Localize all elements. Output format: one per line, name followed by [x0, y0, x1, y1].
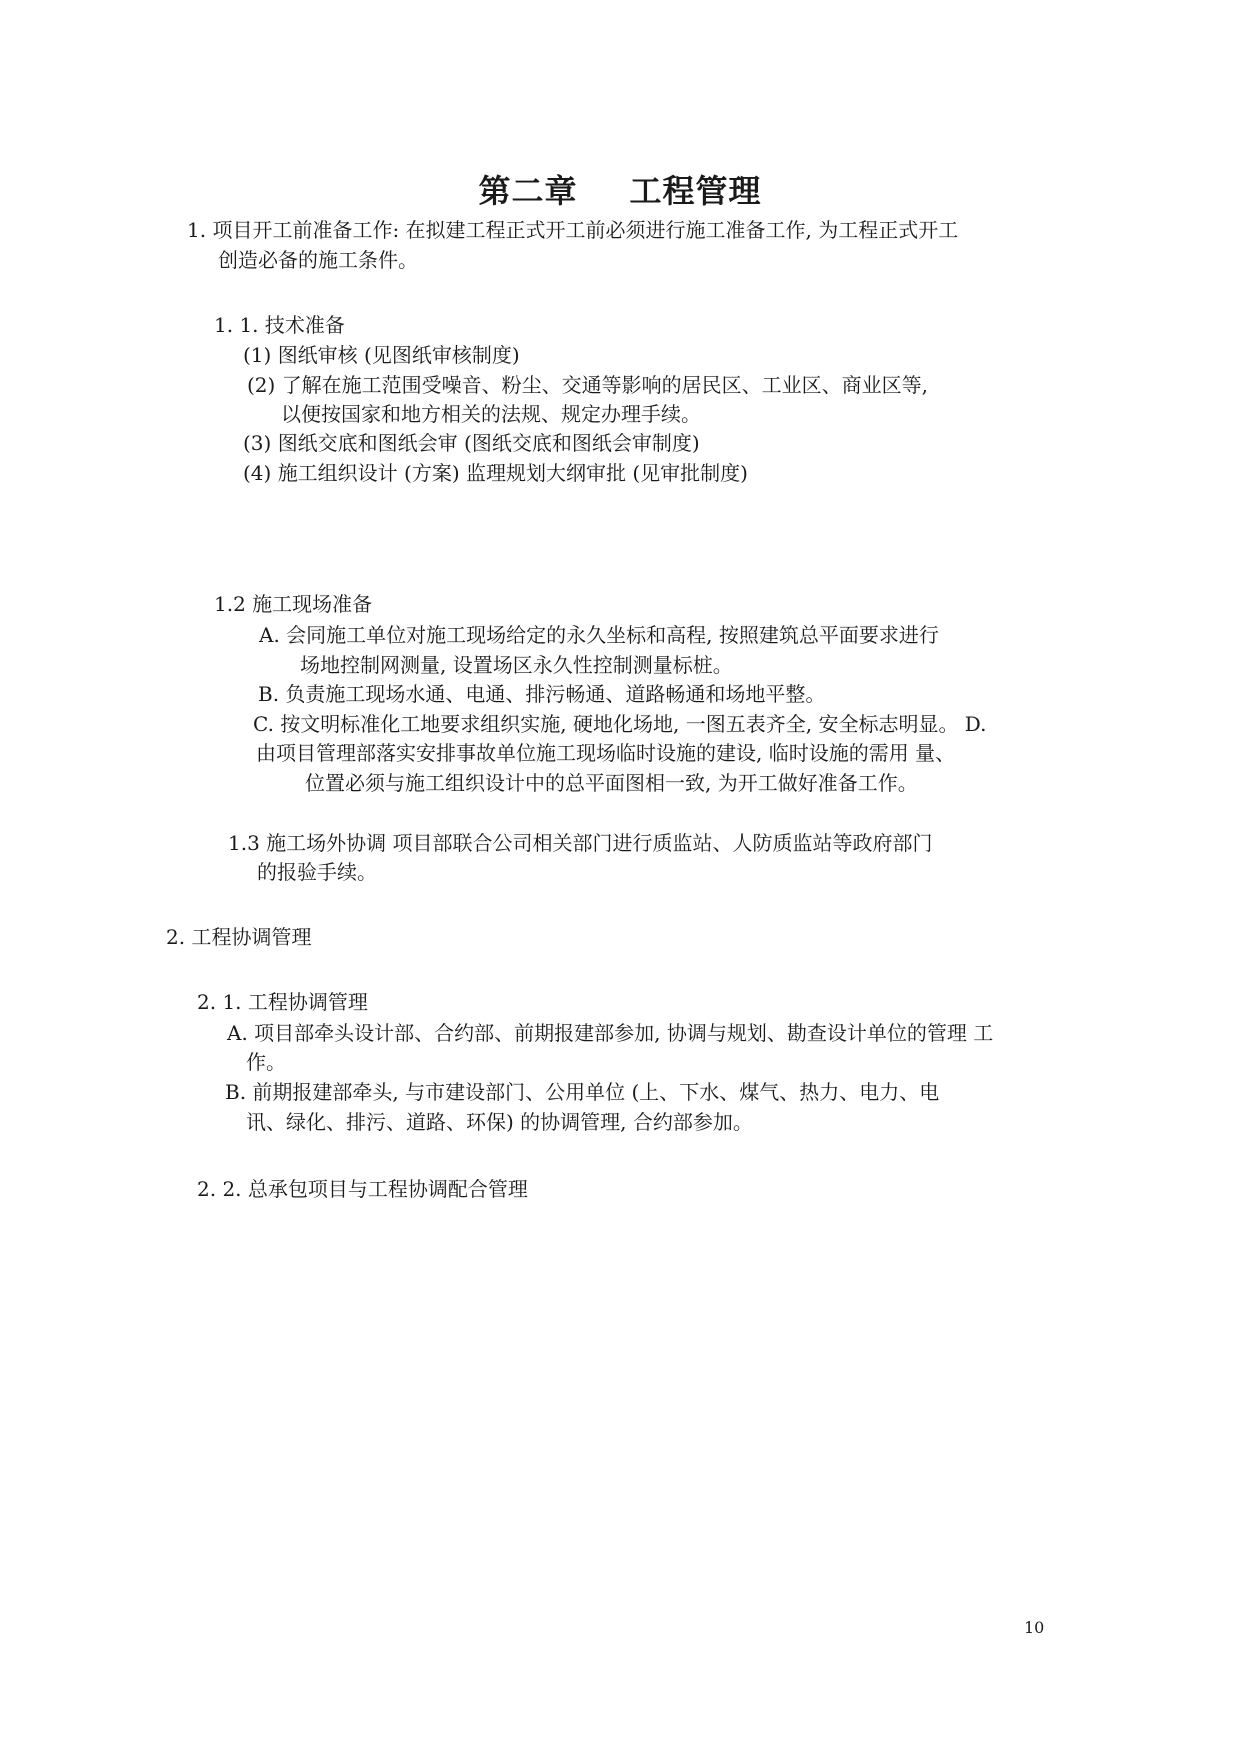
item-1-1-1: (1) 图纸审核 (见图纸审核制度) — [243, 343, 520, 367]
heading-1-2: 1.2 施工现场准备 — [214, 592, 373, 616]
item-1-2-a: A. 会同施工单位对施工现场给定的永久坐标和高程, 按照建筑总平面要求进行 — [259, 623, 939, 647]
item-1-2-a-cont: 场地控制网测量, 设置场区永久性控制测量标桩。 — [300, 653, 733, 677]
item-1-1-4: (4) 施工组织设计 (方案) 监理规划大纲审批 (见审批制度) — [243, 461, 748, 485]
item-2-1-b: B. 前期报建部牵头, 与市建设部门、公用单位 (上、下水、煤气、热力、电力、电 — [225, 1080, 940, 1104]
heading-2-1: 2. 1. 工程协调管理 — [197, 990, 368, 1014]
item-1-1-3: (3) 图纸交底和图纸会审 (图纸交底和图纸会审制度) — [243, 431, 700, 455]
heading-2-2: 2. 2. 总承包项目与工程协调配合管理 — [197, 1177, 528, 1201]
item-1-2-b: B. 负责施工现场水通、电通、排污畅通、道路畅通和场地平整。 — [258, 682, 826, 706]
item-2-1-a: A. 项目部牵头设计部、合约部、前期报建部参加, 协调与规划、勘查设计单位的管理 工 — [227, 1021, 994, 1045]
chapter-label: 第二章 — [478, 172, 578, 211]
page-number: 10 — [1024, 1618, 1045, 1637]
item-1-2-d-cont: 位置必须与施工组织设计中的总平面图相一致, 为开工做好准备工作。 — [305, 771, 918, 795]
heading-1-3-cont: 的报验手续。 — [257, 860, 377, 884]
item-1-1-2: (2) 了解在施工范围受噪音、粉尘、交通等影响的居民区、工业区、商业区等, — [247, 373, 929, 397]
chapter-title — [0, 171, 1240, 211]
section-1-line-1: 1. 项目开工前准备工作: 在拟建工程正式开工前必须进行施工准备工作, 为工程正式开工 — [187, 218, 959, 242]
item-1-2-d: 由项目管理部落实安排事故单位施工现场临时设施的建设, 临时设施的需用 量、 — [256, 741, 956, 765]
heading-1-3: 1.3 施工场外协调 项目部联合公司相关部门进行质监站、人防质监站等政府部门 — [228, 831, 933, 855]
section-1-line-2: 创造必备的施工条件。 — [218, 248, 418, 272]
heading-1-1: 1. 1. 技术准备 — [214, 313, 345, 337]
chapter-name: 工程管理 — [629, 172, 762, 211]
item-1-2-c: C. 按文明标准化工地要求组织实施, 硬地化场地, 一图五表齐全, 安全标志明显。 D. — [253, 712, 987, 736]
item-2-1-a-cont: 作。 — [246, 1050, 286, 1074]
item-1-1-2-cont: 以便按国家和地方相关的法规、规定办理手续。 — [281, 402, 701, 426]
item-2-1-b-cont: 讯、绿化、排污、道路、环保) 的协调管理, 合约部参加。 — [246, 1110, 753, 1134]
heading-2: 2. 工程协调管理 — [166, 925, 312, 949]
